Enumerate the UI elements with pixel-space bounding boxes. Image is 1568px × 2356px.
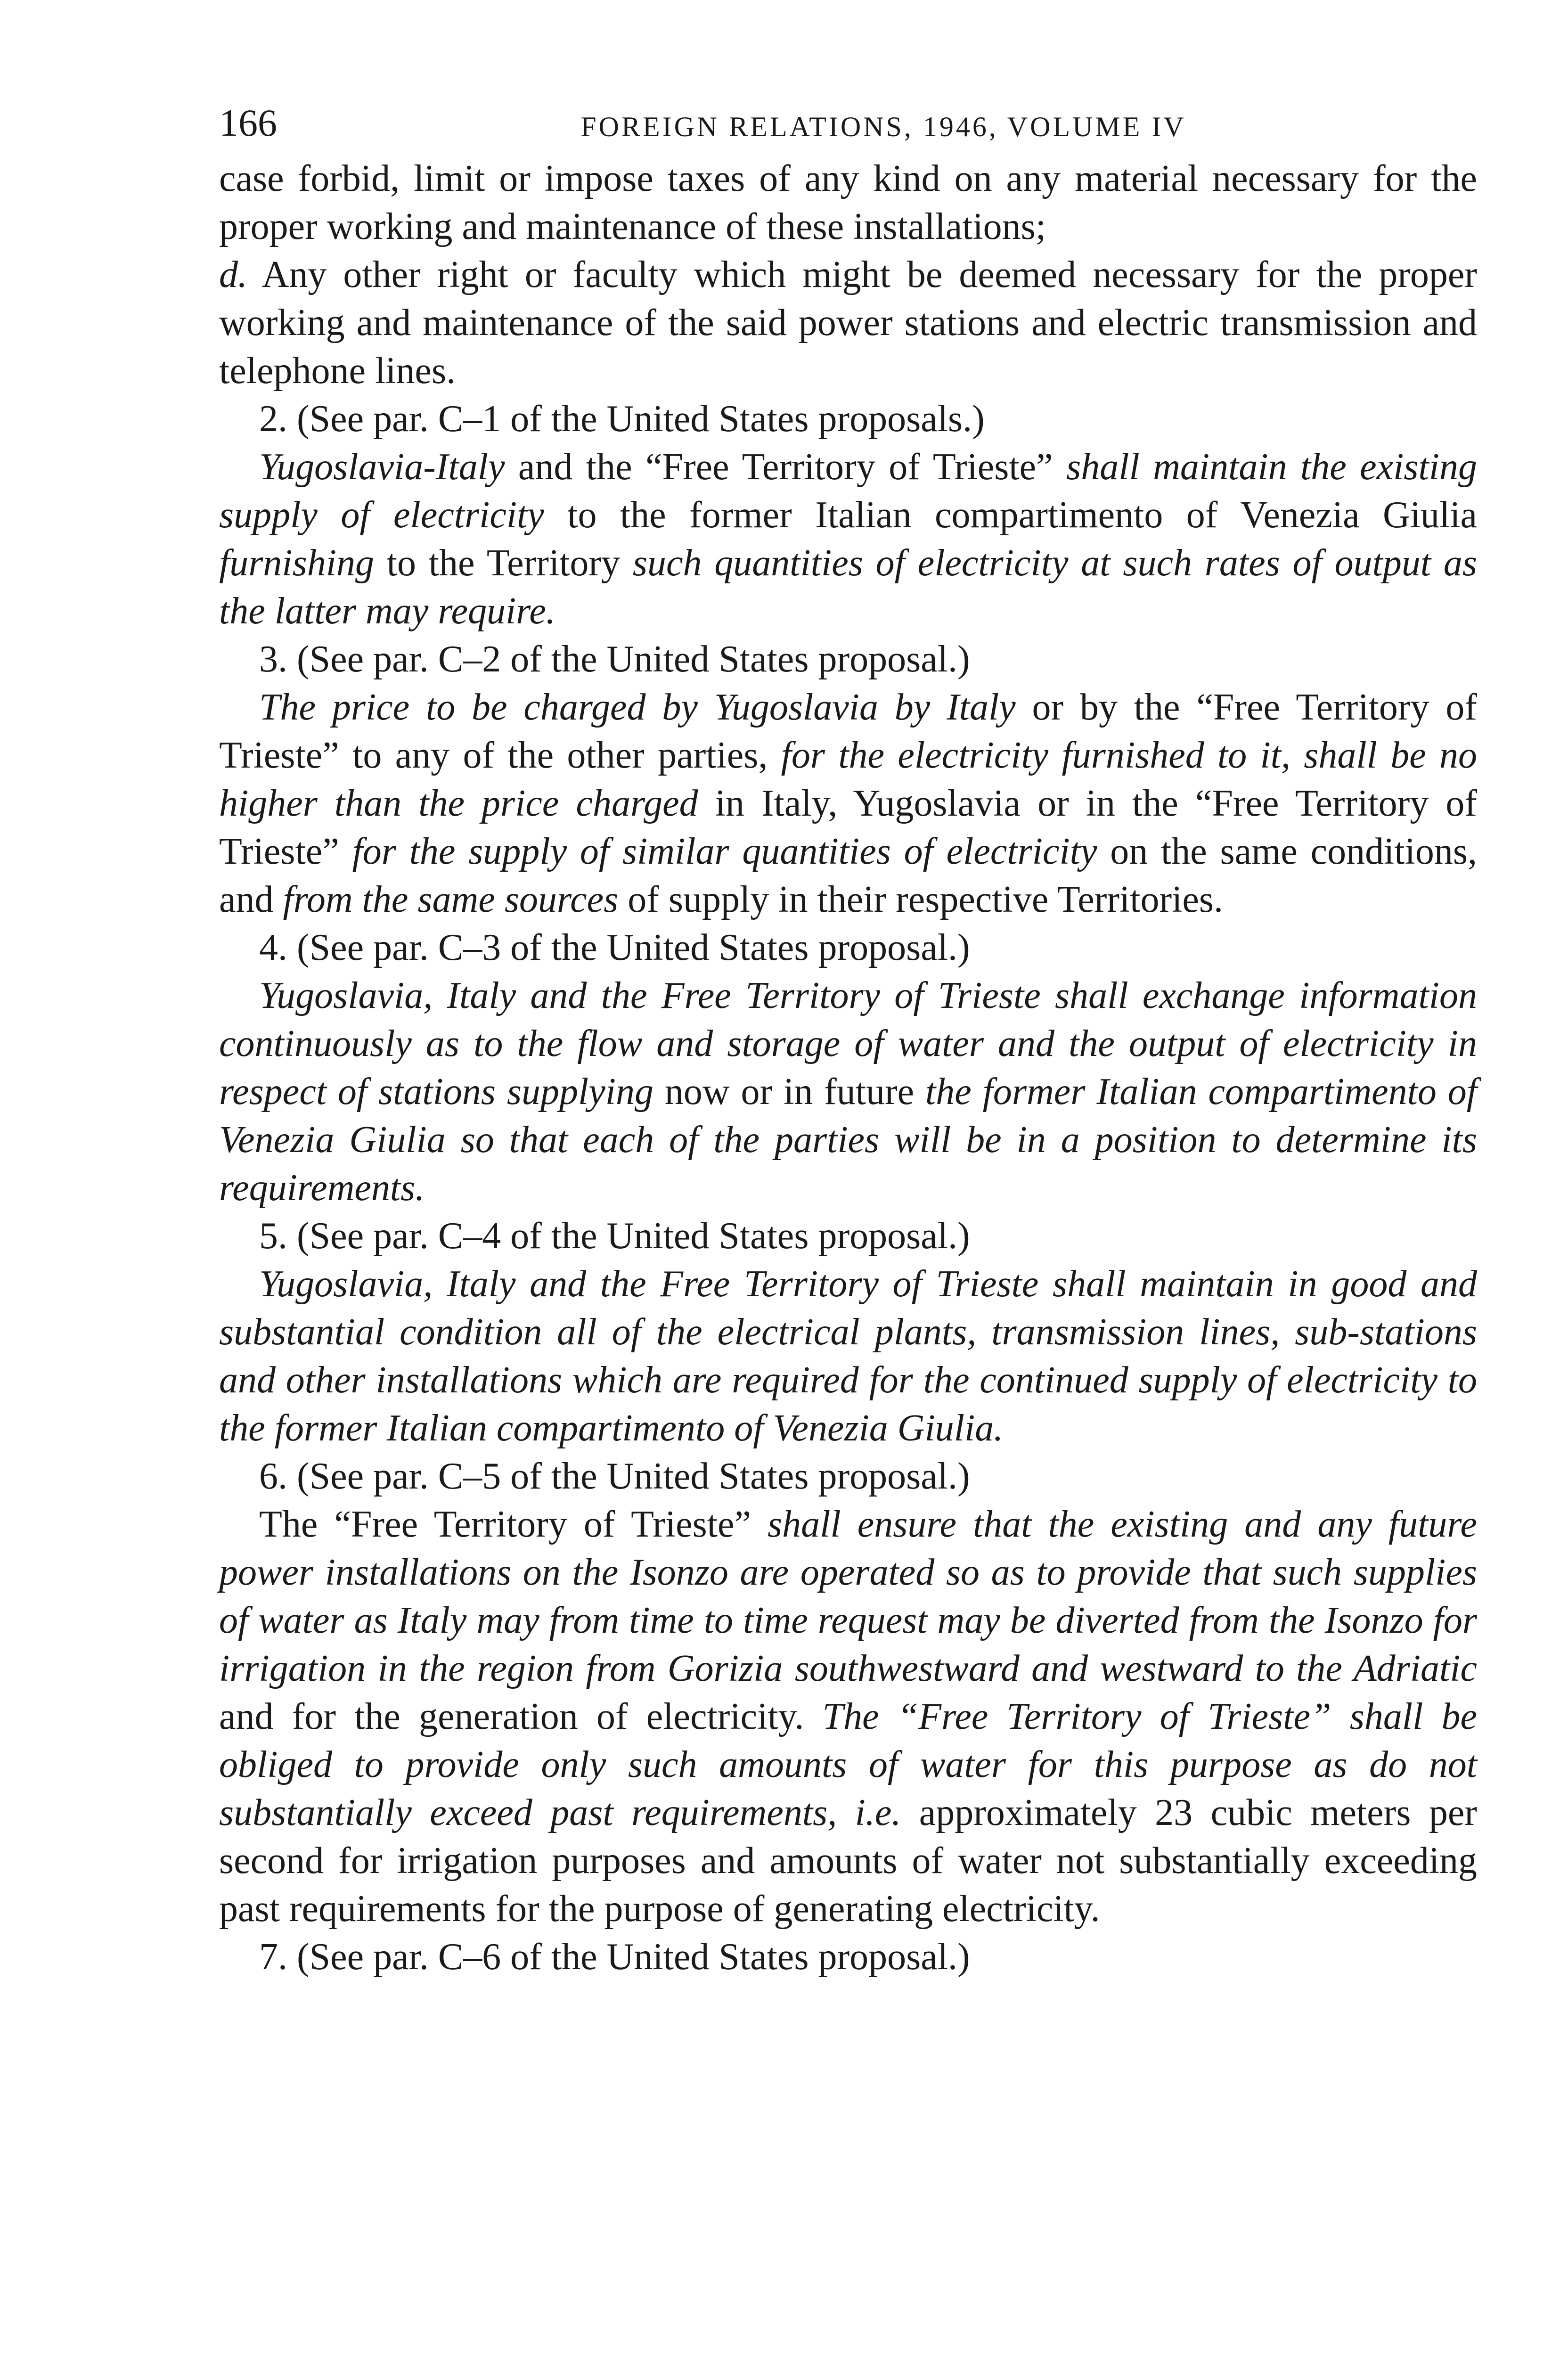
text-run: in Italy, Yugoslavia or in the “Free Territory of Trieste” — [219, 783, 1477, 872]
text-run: and the “Free Territory of Trieste” — [505, 446, 1067, 488]
section-heading-3: 3. (See par. C–2 of the United States proposal.) — [259, 638, 970, 680]
running-title — [219, 103, 1477, 151]
text-run: The “Free Territory of Trieste” — [259, 1504, 768, 1545]
paragraph-2 — [219, 251, 1477, 395]
text-run: now or in future — [653, 1071, 926, 1113]
section-heading-4: 4. (See par. C–3 of the United States proposal.) — [259, 927, 970, 968]
paragraph-3 — [219, 443, 1477, 635]
text-run: on the same conditions, and — [219, 831, 1477, 920]
section-heading-5: 5. (See par. C–4 of the United States proposal.) — [259, 1215, 970, 1257]
paragraph-1 — [219, 155, 1477, 251]
paragraph-4 — [219, 683, 1477, 924]
text-run: to the former Italian compartimento of Venezia Giulia — [544, 494, 1477, 536]
section-heading-7: 7. (See par. C–6 of the United States proposal.) — [259, 1936, 970, 1978]
running-header — [219, 99, 1477, 155]
italic-run: furnishing — [219, 542, 374, 584]
text-run: of supply in their respective Territories. — [618, 879, 1223, 920]
text-run: to the Territory — [374, 542, 633, 584]
italic-run: Yugoslavia-Italy — [259, 446, 505, 488]
paragraph-7 — [219, 1500, 1477, 1933]
paragraph-5 — [219, 972, 1477, 1212]
italic-run: shall ensure that the existing and any future power installations on the Isonzo are operated so as to provide that such supplies of water as Italy may from time to time request may be diverted from the Isonzo for irrigation in the region from Gorizia southwestward and westward to the Adriatic — [219, 1504, 1478, 1689]
text-run: approximately 23 cubic meters per second for irrigation purposes and amounts of water not substantially exceeding past requirements for the purpose of generating electricity. — [219, 1792, 1478, 1930]
italic-run: The “Free Territory of Trieste” shall be obliged to provide only such amounts of water for this purpose as do not substantially exceed past requirements, i.e. — [219, 1696, 1477, 1833]
italic-run: such quantities of electricity at such rates of output as the latter may require. — [219, 542, 1477, 632]
section-heading-6: 6. (See par. C–5 of the United States proposal.) — [259, 1456, 970, 1497]
italic-run: Yugoslavia, Italy and the Free Territory of Trieste shall maintain in good and substantial condition all of the electrical plants, transmission lines, sub-stations and other installations which are required for the continued supply of electricity to the former Italian compartimento of Venezia Giulia. — [219, 1263, 1477, 1449]
italic-run: for the supply of similar quantities of electricity — [352, 831, 1097, 872]
text-run: case forbid, limit or impose taxes of any kind on any material necessary for the proper working and maintenance of these installations; — [219, 158, 1477, 247]
italic-run: the former Italian compartimento of Venezia Giulia so that each of the parties will be in a position to determine its requirements. — [219, 1071, 1478, 1209]
italic-run: Yugoslavia, Italy and the Free Territory of Trieste shall exchange information continuously as to the flow and storage of water and the output of electricity in respect of stations supplying — [219, 975, 1477, 1113]
italic-run: The price to be charged by Yugoslavia by Italy — [259, 687, 1016, 728]
italic-run: for the electricity furnished to it, shall be no higher than the price charged — [219, 735, 1478, 824]
item-letter-d: d. — [219, 254, 247, 295]
page-number: 166 — [219, 101, 277, 144]
text-run: Any other right or faculty which might be deemed necessary for the proper working and maintenance of the said power stations and electric transmission and telephone lines. — [219, 254, 1477, 392]
section-heading-2: 2. (See par. C–1 of the United States proposals.) — [259, 398, 985, 440]
running-title-text: FOREIGN RELATIONS, 1946, VOLUME IV — [580, 111, 1186, 142]
paragraph-6 — [219, 1260, 1477, 1452]
document-page — [219, 99, 1477, 1981]
text-run: or by the “Free Territory of Trieste” to any of the other parties, — [219, 687, 1478, 776]
italic-run: shall maintain the existing supply of electricity — [219, 446, 1477, 536]
text-run: and for the generation of electricity. — [219, 1696, 823, 1737]
italic-run: from the same sources — [283, 879, 619, 920]
